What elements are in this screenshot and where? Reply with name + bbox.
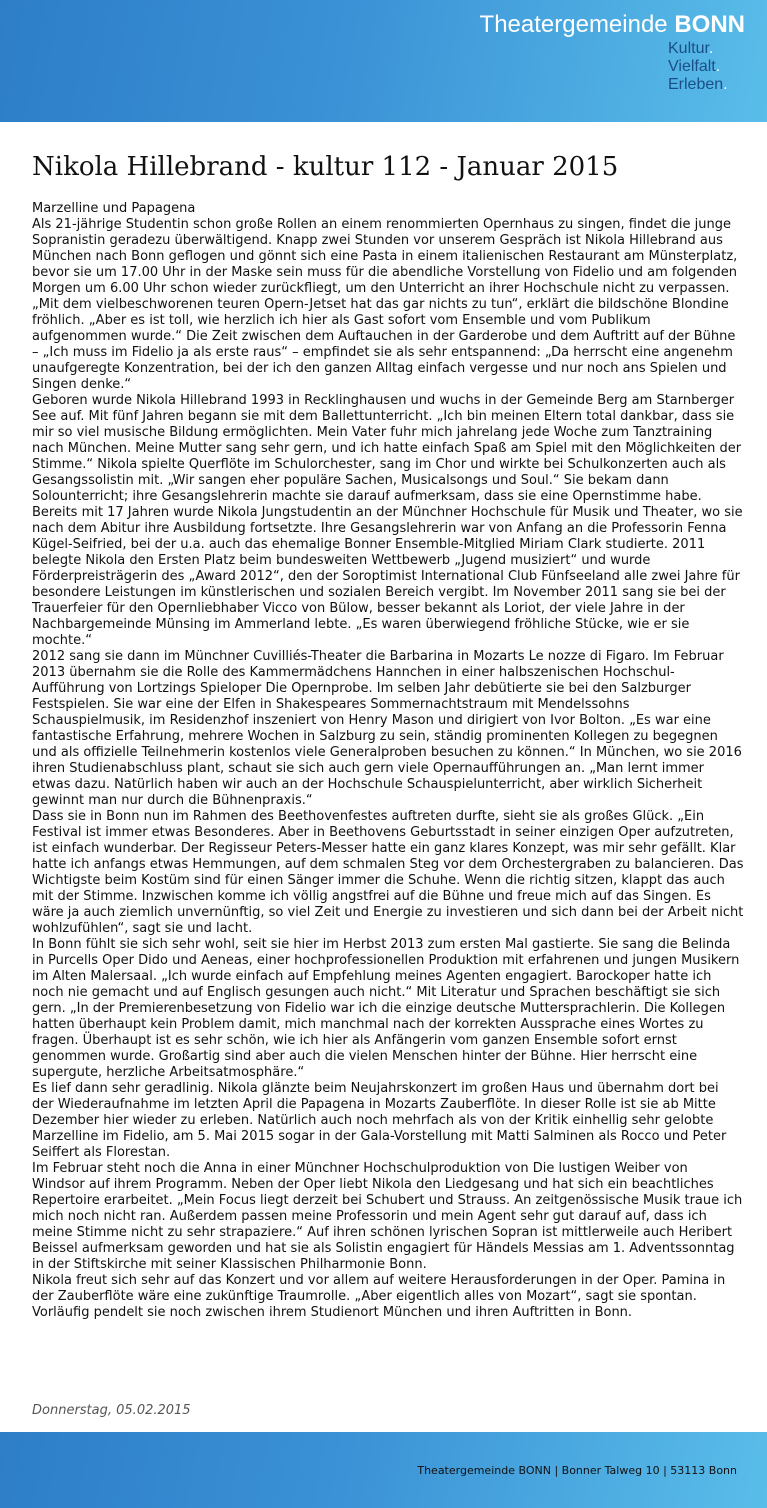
article-paragraph: Bereits mit 17 Jahren wurde Nikola Jungstudentin an der Münchner Hochschule für Musik und Theater, wo sie nach dem Abitur ihre Ausbildung fortsetzte. Ihre Gesangslehrerin war von Anfang an die Professorin Fenna Kügel-Seifried, bei der u.a. auch das ehemalige Bonner Ensemble-Mitglied Miriam Clark studierte. 2011 belegte Nikola den Ersten Platz beim bundesweiten Wettbewerb „Jugend musiziert“ und wurde Förderpreisträgerin des „Award 2012“, den der Soroptimist International Club Fünfseeland alle zwei Jahre für besondere Leistungen im künstlerischen und sozialen Bereich vergibt. Im November 2011 sang sie bei der Trauerfeier für den Opernliebhaber Vicco von Bülow, besser bekannt als Loriot, der viele Jahre in der Nachbargemeinde Münsing im Ammerland lebte. „Es waren überwiegend fröhliche Stücke, wie er sie mochte.“ — [32, 505, 743, 648]
footer-address: Theatergemeinde BONN | Bonner Talweg 10 | 53113 Bonn — [417, 1464, 737, 1477]
brand-logo[interactable] — [480, 10, 745, 40]
tagline-line: Erleben. — [668, 76, 728, 93]
article-subtitle: Marzelline und Papagena — [32, 201, 196, 216]
article-title: Nikola Hillebrand - kultur 112 - Januar 2015 — [32, 152, 619, 182]
tagline-line: Vielfalt. — [668, 58, 721, 75]
article-paragraph: 2012 sang sie dann im Münchner Cuvilliés-Theater die Barbarina in Mozarts Le nozze di Figaro. Im Februar 2013 übernahm sie die Rolle des Kammermädchens Hannchen in einer halbszenischen Hochschul-Aufführung von Lortzings Spieloper Die Opernprobe. Im selben Jahr debütierte sie bei den Salzburger Festspielen. Sie war eine der Elfen in Shakespeares Sommernachtstraum mit Mendelssohns Schauspielmusik, im Residenzhof inszeniert von Henry Mason und dirigiert von Ivor Bolton. „Es war eine fantastische Erfahrung, mehrere Wochen in Salzburg zu sein, ständig prominenten Kollegen zu begegnen und als offizielle Teilnehmerin kostenlos viele Generalproben besuchen zu können.“ In München, wo sie 2016 ihren Studienabschluss plant, schaut sie sich auch gern viele Opernaufführungen an. „Man lernt immer etwas dazu. Natürlich haben wir auch an der Hochschule Schauspielunterricht, aber wirklich Sicherheit gewinnt man nur durch die Bühnenpraxis.“ — [32, 649, 742, 808]
article-paragraph: Nikola freut sich sehr auf das Konzert und vor allem auf weitere Herausforderungen in der Oper. Pamina in der Zauberflöte wäre eine zukünftige Traumrolle. „Aber eigentlich alles von Mozart“, sagt sie spontan. Vorläufig pendelt sie noch zwischen ihrem Studienort München und ihren Auftritten in Bonn. — [32, 1273, 726, 1320]
tagline-line: Kultur. — [668, 40, 714, 57]
article-paragraph: Dass sie in Bonn nun im Rahmen des Beethovenfestes auftreten durfte, sieht sie als großes Glück. „Ein Festival ist immer etwas Besonderes. Aber in Beethovens Geburtsstadt in seiner einzigen Oper aufzutreten, ist einfach wunderbar. Der Regisseur Peters-Messer hatte ein ganz klares Konzept, was mir sehr gefällt. Klar hatte ich anfangs etwas Hemmungen, auf dem schmalen Steg vor dem Orchestergraben zu balancieren. Das Wichtigste beim Kostüm sind für einen Sänger immer die Schuhe. Wenn die richtig sitzen, klappt das auch mit der Stimme. Inzwischen komme ich völlig angstfrei auf die Bühne und freue mich auf das Singen. Es wäre ja auch ziemlich unvernünftig, so viel Zeit und Energie zu investieren und sich dann bei der Arbeit nicht wohlzufühlen“, sagt sie und lacht. — [32, 809, 744, 936]
article-paragraph: In Bonn fühlt sie sich sehr wohl, seit sie hier im Herbst 2013 zum ersten Mal gastierte. Sie sang die Belinda in Purcells Oper Dido und Aeneas, einer hochprofessionellen Produktion mit erfahrenen und jungen Musikern im Alten Malersaal. „Ich wurde einfach auf Empfehlung meines Agenten engagiert. Barockoper hatte ich noch nie gemacht und auf Englisch gesungen auch nicht.“ Mit Literatur und Sprachen beschäftigt sie sich gern. „In der Premierenbesetzung von Fidelio war ich die einzige deutsche Muttersprachlerin. Die Kollegen hatten überhaupt kein Problem damit, mich manchmal nach der korrekten Aussprache eines Wortes zu fragen. Überhaupt ist es sehr schön, wie ich hier als Anfängerin vom ganzen Ensemble sofort ernst genommen wurde. Großartig sind aber auch die vielen Menschen hinter der Bühne. Hier herrscht eine supergute, herzliche Arbeitsatmosphäre.“ — [32, 937, 740, 1080]
publish-date: Donnerstag, 05.02.2015 — [32, 1403, 191, 1418]
tagline — [668, 40, 728, 94]
article-paragraph: Es lief dann sehr geradlinig. Nikola glänzte beim Neujahrskonzert im großen Haus und übernahm dort bei der Wiederaufnahme im letzten April die Papagena in Mozarts Zauberflöte. In dieser Rolle ist sie ab Mitte Dezember hier wieder zu erleben. Natürlich auch noch mehrfach als von der Kritik einhellig sehr gelobte Marzelline im Fidelio, am 5. Mai 2015 sogar in der Gala-Vorstellung mit Matti Salminen als Rocco und Peter Seiffert als Florestan. — [32, 1081, 727, 1160]
article-paragraph: Im Februar steht noch die Anna in einer Münchner Hochschulproduktion von Die lustigen Weiber von Windsor auf ihrem Programm. Neben der Oper liebt Nikola den Liedgesang und hat sich ein beachtliches Repertoire erarbeitet. „Mein Focus liegt derzeit bei Schubert und Strauss. An zeitgenössische Musik traue ich mich noch nicht ran. Außerdem passen meine Professorin und mein Agent sehr gut darauf auf, dass ich meine Stimme nicht zu sehr strapaziere.“ Auf ihren schönen lyrischen Sopran ist mittlerweile auch Heribert Beissel aufmerksam geworden und hat sie als Solistin engagiert für Händels Messias am 1. Adventssonntag in der Stiftskirche mit seiner Klassischen Philharmonie Bonn. — [32, 1161, 743, 1272]
page-header — [0, 0, 767, 122]
article-paragraph: Geboren wurde Nikola Hillebrand 1993 in Recklinghausen und wuchs in der Gemeinde Berg am Starnberger See auf. Mit fünf Jahren begann sie mit dem Ballettunterricht. „Ich bin meinen Eltern total dankbar, dass sie mir so viel musische Bildung ermöglichten. Mein Vater fuhr mich jahrelang jede Woche zum Tanztraining nach München. Meine Mutter sang sehr gern, und ich hatte einfach Spaß am Spiel mit den Möglichkeiten der Stimme.“ Nikola spielte Querflöte im Schulorchester, sang im Chor und wirkte bei Schulkonzerten auch als Gesangssolistin mit. „Wir sangen eher populäre Sachen, Musicalsongs und Soul.“ Sie bekam dann Solounterricht; ihre Gesangslehrerin machte sie darauf aufmerksam, dass sie eine Opernstimme habe. — [32, 393, 742, 504]
page-footer — [0, 1432, 767, 1508]
brand-name: Theatergemeinde — [479, 11, 668, 38]
brand-city: BONN — [674, 11, 745, 38]
article-body — [32, 201, 744, 1321]
article-paragraph: Als 21-jährige Studentin schon große Rollen an einem renommierten Opernhaus zu singen, findet die junge Sopranistin geradezu überwältigend. Knapp zwei Stunden vor unserem Gespräch ist Nikola Hillebrand aus München nach Bonn geflogen und gönnt sich eine Pasta in einem italienischen Restaurant am Münsterplatz, bevor sie um 17.00 Uhr in der Maske sein muss für die abendliche Vorstellung von Fidelio und am folgenden Morgen um 6.00 Uhr schon wieder zurückfliegt, um den Unterricht an ihrer Hochschule nicht zu verpassen. „Mit dem vielbeschworenen teuren Opern-Jetset hat das gar nichts zu tun“, erklärt die bildschöne Blondine fröhlich. „Aber es ist toll, wie herzlich ich hier als Gast sofort vom Ensemble und vom Publikum aufgenommen wurde.“ Die Zeit zwischen dem Auftauchen in der Garderobe und dem Auftritt auf der Bühne – „Ich muss im Fidelio ja als erste raus“ – empfindet sie als sehr entspannend: „Da herrscht eine angenehm unaufgeregte Konzentration, bei der ich den ganzen Alltag einfach vergesse und nur noch ans Spielen und Singen denke.“ — [32, 217, 738, 392]
